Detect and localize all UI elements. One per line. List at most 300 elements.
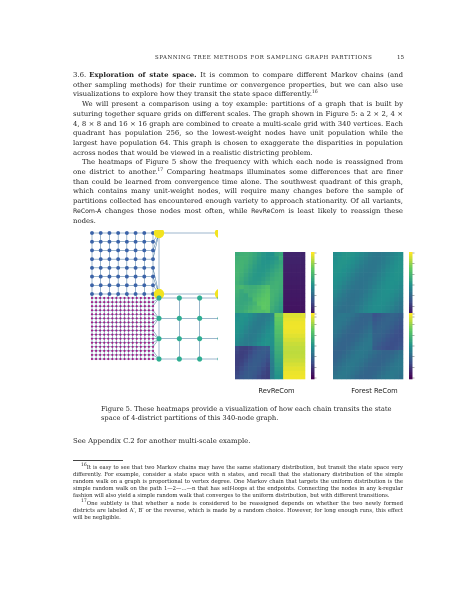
heatmap-cell bbox=[261, 269, 266, 273]
colorbar-segment bbox=[311, 339, 315, 342]
heatmap-cell bbox=[288, 313, 293, 317]
heatmap-cell bbox=[283, 367, 288, 371]
heatmap-cell bbox=[342, 363, 347, 367]
heatmap-cell bbox=[390, 346, 395, 350]
node-16x16 bbox=[140, 358, 142, 360]
heatmap-cell bbox=[257, 285, 262, 289]
heatmap-cell bbox=[248, 325, 253, 329]
heatmap-cell bbox=[239, 306, 244, 310]
heatmap-cell bbox=[253, 289, 258, 293]
node-16x16 bbox=[128, 342, 130, 344]
heatmap-cell bbox=[279, 330, 284, 334]
heatmap-cell bbox=[364, 354, 369, 358]
heatmap-cell bbox=[381, 325, 386, 329]
heatmap-cell bbox=[359, 350, 364, 354]
heatmap-cell bbox=[257, 375, 262, 379]
colorbar-segment bbox=[409, 254, 413, 257]
heatmap-cell bbox=[239, 313, 244, 317]
colorbar-segment bbox=[311, 298, 315, 301]
heatmap-cell bbox=[399, 375, 404, 379]
paragraph-1-text: It is common to compare different Markov chains (and other sampling methods) for their runtime or convergence properties, but we can also use visualizations to explore how they transit the state space differently. bbox=[73, 71, 403, 99]
heatmap-cell bbox=[292, 354, 297, 358]
heatmap-cell bbox=[333, 285, 338, 289]
heatmap-cell bbox=[257, 289, 262, 293]
colorbar-segment bbox=[409, 370, 413, 373]
node-16x16 bbox=[123, 346, 125, 348]
colorbar-segment bbox=[311, 344, 315, 347]
heatmap-cell bbox=[292, 358, 297, 362]
heatmap-cell bbox=[270, 354, 275, 358]
heatmap-cell bbox=[266, 293, 271, 297]
heatmap-cell bbox=[274, 293, 279, 297]
heatmap-cell bbox=[253, 297, 258, 301]
heatmap-cell bbox=[333, 302, 338, 306]
heatmap-cell bbox=[279, 321, 284, 325]
heatmap-cell bbox=[390, 264, 395, 268]
heatmap-cell bbox=[337, 285, 342, 289]
heatmap-cell bbox=[377, 346, 382, 350]
node-8x8 bbox=[99, 283, 103, 287]
heatmap-cell bbox=[372, 256, 377, 260]
heatmap-cell bbox=[342, 273, 347, 277]
node-16x16 bbox=[95, 354, 97, 356]
heatmap-cell bbox=[248, 334, 253, 338]
heatmap-cell bbox=[342, 338, 347, 342]
heatmap-cell bbox=[296, 358, 301, 362]
heatmap-cell bbox=[333, 256, 338, 260]
node-16x16 bbox=[132, 325, 134, 327]
heatmap-cell bbox=[342, 325, 347, 329]
heatmap-cell bbox=[346, 363, 351, 367]
node-16x16 bbox=[152, 346, 154, 348]
footnote-ref-16[interactable]: 16 bbox=[312, 90, 318, 96]
heatmap-cell bbox=[386, 334, 391, 338]
heatmap-cell bbox=[372, 334, 377, 338]
heatmap-cell bbox=[257, 330, 262, 334]
heatmap-cell bbox=[372, 306, 377, 310]
heatmap-cell bbox=[261, 363, 266, 367]
heatmap-cell bbox=[342, 306, 347, 310]
heatmap-cell bbox=[399, 338, 404, 342]
colorbar-segment bbox=[311, 285, 315, 288]
heatmap-cell bbox=[244, 334, 249, 338]
heatmap-cell bbox=[368, 252, 373, 256]
heatmap-cell bbox=[239, 354, 244, 358]
heatmap-cell bbox=[266, 354, 271, 358]
heatmap-cell bbox=[301, 371, 306, 375]
heatmap-cell bbox=[270, 358, 275, 362]
heatmap-cell bbox=[346, 313, 351, 317]
heatmap-cell bbox=[355, 375, 360, 379]
heatmap-cell bbox=[274, 264, 279, 268]
heatmap-cell bbox=[351, 252, 356, 256]
heatmap-cell bbox=[355, 325, 360, 329]
heatmap-cell bbox=[239, 293, 244, 297]
heatmap-cell bbox=[270, 269, 275, 273]
colorbar-segment bbox=[311, 320, 315, 323]
node-16x16 bbox=[111, 334, 113, 336]
heatmap-cell bbox=[292, 277, 297, 281]
colorbar-segment bbox=[409, 322, 413, 325]
heatmap-cell bbox=[301, 269, 306, 273]
heatmap-cell bbox=[364, 306, 369, 310]
heatmap-cell bbox=[364, 273, 369, 277]
heatmap-cell bbox=[257, 354, 262, 358]
heatmap-cell bbox=[244, 338, 249, 342]
node-16x16 bbox=[136, 301, 138, 303]
node-16x16 bbox=[107, 342, 109, 344]
node-8x8 bbox=[108, 231, 112, 235]
heatmap-cell bbox=[292, 281, 297, 285]
heatmap-cell bbox=[377, 264, 382, 268]
node-4x4 bbox=[197, 356, 202, 361]
heatmap-cell bbox=[355, 306, 360, 310]
heatmap-cell bbox=[372, 264, 377, 268]
node-16x16 bbox=[148, 338, 150, 340]
heatmap-cell bbox=[377, 325, 382, 329]
heatmap-cell bbox=[248, 363, 253, 367]
node-16x16 bbox=[115, 305, 117, 307]
heatmap-cell bbox=[239, 273, 244, 277]
heatmap-cell bbox=[368, 302, 373, 306]
heatmap-cell bbox=[266, 260, 271, 264]
heatmap-cell bbox=[296, 313, 301, 317]
heatmap-cell bbox=[292, 285, 297, 289]
node-16x16 bbox=[144, 305, 146, 307]
colorbar-segment bbox=[311, 324, 315, 327]
heatmap-cell bbox=[235, 285, 240, 289]
heatmap-cell bbox=[351, 367, 356, 371]
heatmap-cell bbox=[381, 256, 386, 260]
node-8x8 bbox=[134, 275, 138, 279]
node-16x16 bbox=[115, 309, 117, 311]
node-16x16 bbox=[115, 297, 117, 299]
node-16x16 bbox=[103, 350, 105, 352]
node-16x16 bbox=[119, 358, 121, 360]
heatmap-cell bbox=[390, 269, 395, 273]
heatmap-cell bbox=[342, 281, 347, 285]
heatmap-cell bbox=[377, 321, 382, 325]
node-16x16 bbox=[107, 305, 109, 307]
heatmap-cells bbox=[333, 252, 403, 318]
heatmap-cell bbox=[386, 354, 391, 358]
heatmap-cell bbox=[266, 371, 271, 375]
heatmap-cell bbox=[257, 367, 262, 371]
heatmap-cell bbox=[364, 252, 369, 256]
heatmap-cell bbox=[390, 277, 395, 281]
heatmap-cell bbox=[274, 317, 279, 321]
heatmap-cell bbox=[292, 338, 297, 342]
heatmap-cell bbox=[274, 289, 279, 293]
heatmap-cell bbox=[364, 302, 369, 306]
heatmap-cell bbox=[386, 375, 391, 379]
heatmap-cell bbox=[372, 313, 377, 317]
node-16x16 bbox=[144, 334, 146, 336]
heatmap-cell bbox=[368, 334, 373, 338]
heatmap-cell bbox=[296, 338, 301, 342]
node-16x16 bbox=[152, 358, 154, 360]
node-16x16 bbox=[107, 321, 109, 323]
heatmap-cell bbox=[261, 350, 266, 354]
heatmap-cell bbox=[288, 285, 293, 289]
heatmap-cell bbox=[244, 330, 249, 334]
heatmap-cell bbox=[394, 330, 399, 334]
heatmap-cell bbox=[333, 289, 338, 293]
colorbar-segment bbox=[311, 270, 315, 273]
heatmap-cell bbox=[394, 375, 399, 379]
heatmap-cell bbox=[244, 256, 249, 260]
heatmap-cell bbox=[368, 264, 373, 268]
node-16x16 bbox=[103, 317, 105, 319]
heatmap-cell bbox=[253, 334, 258, 338]
heatmap-cell bbox=[253, 354, 258, 358]
heatmap-cell bbox=[390, 321, 395, 325]
node-16x16 bbox=[99, 358, 101, 360]
node-16x16 bbox=[99, 297, 101, 299]
heatmap-cell bbox=[394, 350, 399, 354]
heatmap-cell bbox=[244, 346, 249, 350]
heatmap-cell bbox=[364, 264, 369, 268]
heatmap-cell bbox=[390, 317, 395, 321]
heatmap-cell bbox=[377, 281, 382, 285]
node-16x16 bbox=[119, 305, 121, 307]
node-16x16 bbox=[123, 317, 125, 319]
colorbar-segment bbox=[409, 342, 413, 345]
heatmap-cell bbox=[372, 297, 377, 301]
node-16x16 bbox=[103, 297, 105, 299]
heatmap-cell bbox=[257, 269, 262, 273]
heatmap-cell bbox=[364, 338, 369, 342]
heatmap-cell bbox=[261, 358, 266, 362]
heatmap-cell bbox=[235, 256, 240, 260]
heatmap-cell bbox=[301, 293, 306, 297]
heatmap-cell bbox=[346, 346, 351, 350]
node-16x16 bbox=[91, 346, 93, 348]
heatmap-cell bbox=[377, 256, 382, 260]
colorbar-segment bbox=[409, 309, 413, 312]
colorbar-segment bbox=[311, 372, 315, 375]
node-8x8 bbox=[151, 240, 155, 244]
heatmap-cell bbox=[377, 358, 382, 362]
heatmap-cell bbox=[381, 321, 386, 325]
heatmap-cell bbox=[386, 252, 391, 256]
footnote-divider bbox=[73, 460, 123, 461]
node-16x16 bbox=[99, 301, 101, 303]
heatmap-cell bbox=[244, 321, 249, 325]
colorbar-segment bbox=[311, 353, 315, 356]
node-16x16 bbox=[103, 305, 105, 307]
heatmap-cell bbox=[368, 277, 373, 281]
colorbar-segment bbox=[409, 252, 413, 255]
node-16x16 bbox=[136, 305, 138, 307]
heatmap-cell bbox=[274, 252, 279, 256]
heatmap-cell bbox=[390, 260, 395, 264]
heatmap-cell bbox=[390, 363, 395, 367]
colorbar-segment bbox=[409, 298, 413, 301]
node-16x16 bbox=[103, 325, 105, 327]
colorbar-segment bbox=[409, 364, 413, 367]
heatmap-cell bbox=[274, 338, 279, 342]
node-16x16 bbox=[123, 329, 125, 331]
heatmap-cell bbox=[355, 313, 360, 317]
heatmap-cell bbox=[270, 350, 275, 354]
heatmap-cell bbox=[346, 285, 351, 289]
heatmap-cell bbox=[261, 285, 266, 289]
heatmap-cell bbox=[248, 346, 253, 350]
heatmap-cell bbox=[351, 342, 356, 346]
node-16x16 bbox=[148, 334, 150, 336]
heatmap-cell bbox=[239, 334, 244, 338]
colorbar-segment bbox=[409, 361, 413, 364]
colorbar-segment bbox=[409, 357, 413, 360]
heatmap-label-forest-recom: Forest ReCom bbox=[351, 387, 398, 395]
heatmap-cell bbox=[261, 297, 266, 301]
node-16x16 bbox=[140, 301, 142, 303]
heatmap-cell bbox=[346, 260, 351, 264]
colorbar-segment bbox=[311, 375, 315, 378]
colorbar-segment bbox=[311, 256, 315, 259]
heatmap-cell bbox=[288, 302, 293, 306]
heatmap-cell bbox=[279, 367, 284, 371]
heatmap-cell bbox=[368, 363, 373, 367]
colorbar-segment bbox=[311, 292, 315, 295]
heatmap-cell bbox=[346, 277, 351, 281]
heatmap-cell bbox=[292, 302, 297, 306]
colorbar-segment bbox=[311, 348, 315, 351]
colorbar-segment bbox=[409, 368, 413, 371]
heatmap-cell bbox=[288, 354, 293, 358]
node-16x16 bbox=[132, 358, 134, 360]
heatmap-cell bbox=[292, 371, 297, 375]
node-16x16 bbox=[144, 342, 146, 344]
heatmap-cell bbox=[279, 317, 284, 321]
colorbar-segment bbox=[409, 353, 413, 356]
heatmap-cell bbox=[368, 338, 373, 342]
colorbar-segment bbox=[409, 287, 413, 290]
colorbar-segment bbox=[311, 307, 315, 310]
heatmap-cell bbox=[261, 346, 266, 350]
node-16x16 bbox=[91, 334, 93, 336]
heatmap-cell bbox=[283, 256, 288, 260]
node-16x16 bbox=[140, 350, 142, 352]
heatmap-cell bbox=[261, 334, 266, 338]
colorbar-segment bbox=[409, 366, 413, 369]
node-8x8 bbox=[116, 283, 120, 287]
heatmap-cell bbox=[351, 260, 356, 264]
node-16x16 bbox=[144, 321, 146, 323]
heatmap-cell bbox=[244, 342, 249, 346]
heatmap-cell bbox=[266, 281, 271, 285]
heatmap-cell bbox=[301, 342, 306, 346]
colorbar-segment bbox=[409, 305, 413, 308]
heatmap-cell bbox=[239, 269, 244, 273]
heatmap-cell bbox=[359, 354, 364, 358]
node-16x16 bbox=[140, 338, 142, 340]
node-16x16 bbox=[115, 325, 117, 327]
heatmap-cell bbox=[283, 358, 288, 362]
heatmap-cell bbox=[386, 264, 391, 268]
heatmap-cell bbox=[346, 371, 351, 375]
node-16x16 bbox=[111, 350, 113, 352]
heatmap-cell bbox=[253, 371, 258, 375]
heatmap-cell bbox=[270, 313, 275, 317]
heatmap-cell bbox=[248, 367, 253, 371]
node-16x16 bbox=[95, 309, 97, 311]
heatmap-cell bbox=[239, 325, 244, 329]
heatmap-cell bbox=[359, 269, 364, 273]
node-16x16 bbox=[132, 309, 134, 311]
heatmap-cell bbox=[248, 264, 253, 268]
heatmap-cell bbox=[288, 269, 293, 273]
node-16x16 bbox=[136, 354, 138, 356]
node-16x16 bbox=[128, 346, 130, 348]
heatmap-cell bbox=[394, 363, 399, 367]
heatmap-cell bbox=[337, 264, 342, 268]
heatmap-cell bbox=[283, 321, 288, 325]
node-16x16 bbox=[128, 305, 130, 307]
heatmap-cell bbox=[292, 330, 297, 334]
colorbar-segment bbox=[409, 278, 413, 281]
node-16x16 bbox=[136, 342, 138, 344]
heatmap-cell bbox=[359, 252, 364, 256]
node-16x16 bbox=[136, 358, 138, 360]
heatmap-cell bbox=[292, 269, 297, 273]
heatmap-cell bbox=[381, 297, 386, 301]
heatmap-cell bbox=[248, 306, 253, 310]
colorbar-segment bbox=[311, 267, 315, 270]
heatmap-cell bbox=[399, 256, 404, 260]
heatmap-cell bbox=[368, 281, 373, 285]
heatmap-cell bbox=[386, 371, 391, 375]
node-16x16 bbox=[140, 325, 142, 327]
heatmap-cell bbox=[274, 273, 279, 277]
node-2x2 bbox=[154, 230, 164, 238]
node-16x16 bbox=[128, 354, 130, 356]
heatmap-cell bbox=[368, 297, 373, 301]
heatmap-cell bbox=[399, 269, 404, 273]
heatmap-cell bbox=[377, 289, 382, 293]
node-16x16 bbox=[103, 301, 105, 303]
node-16x16 bbox=[148, 313, 150, 315]
heatmap-cell bbox=[377, 354, 382, 358]
node-16x16 bbox=[144, 358, 146, 360]
heatmap-cell bbox=[248, 371, 253, 375]
node-8x8 bbox=[116, 231, 120, 235]
heatmap-cell bbox=[394, 269, 399, 273]
node-8x8 bbox=[90, 231, 94, 235]
heatmap-cell bbox=[274, 285, 279, 289]
heatmap-cell bbox=[386, 256, 391, 260]
heatmap-recom-a bbox=[235, 252, 328, 322]
node-16x16 bbox=[107, 317, 109, 319]
heatmap-cell bbox=[386, 269, 391, 273]
heatmap-cell bbox=[399, 325, 404, 329]
heatmap-cell bbox=[381, 302, 386, 306]
heatmap-cell bbox=[248, 354, 253, 358]
heatmap-cell bbox=[342, 260, 347, 264]
heatmap-cells bbox=[235, 313, 305, 379]
heatmap-cell bbox=[270, 342, 275, 346]
node-2x2-group bbox=[154, 230, 218, 299]
heatmap-cell bbox=[377, 375, 382, 379]
node-16x16 bbox=[140, 321, 142, 323]
heatmap-cell bbox=[266, 358, 271, 362]
figure-caption: Figure 5. These heatmaps provide a visualization of how each chain transits the state space of 4-district partitions of this 340-node graph. bbox=[101, 405, 392, 422]
heatmap-cell bbox=[301, 367, 306, 371]
footnote-ref-17[interactable]: 17 bbox=[157, 168, 164, 174]
node-16x16 bbox=[99, 309, 101, 311]
heatmap-cell bbox=[351, 285, 356, 289]
